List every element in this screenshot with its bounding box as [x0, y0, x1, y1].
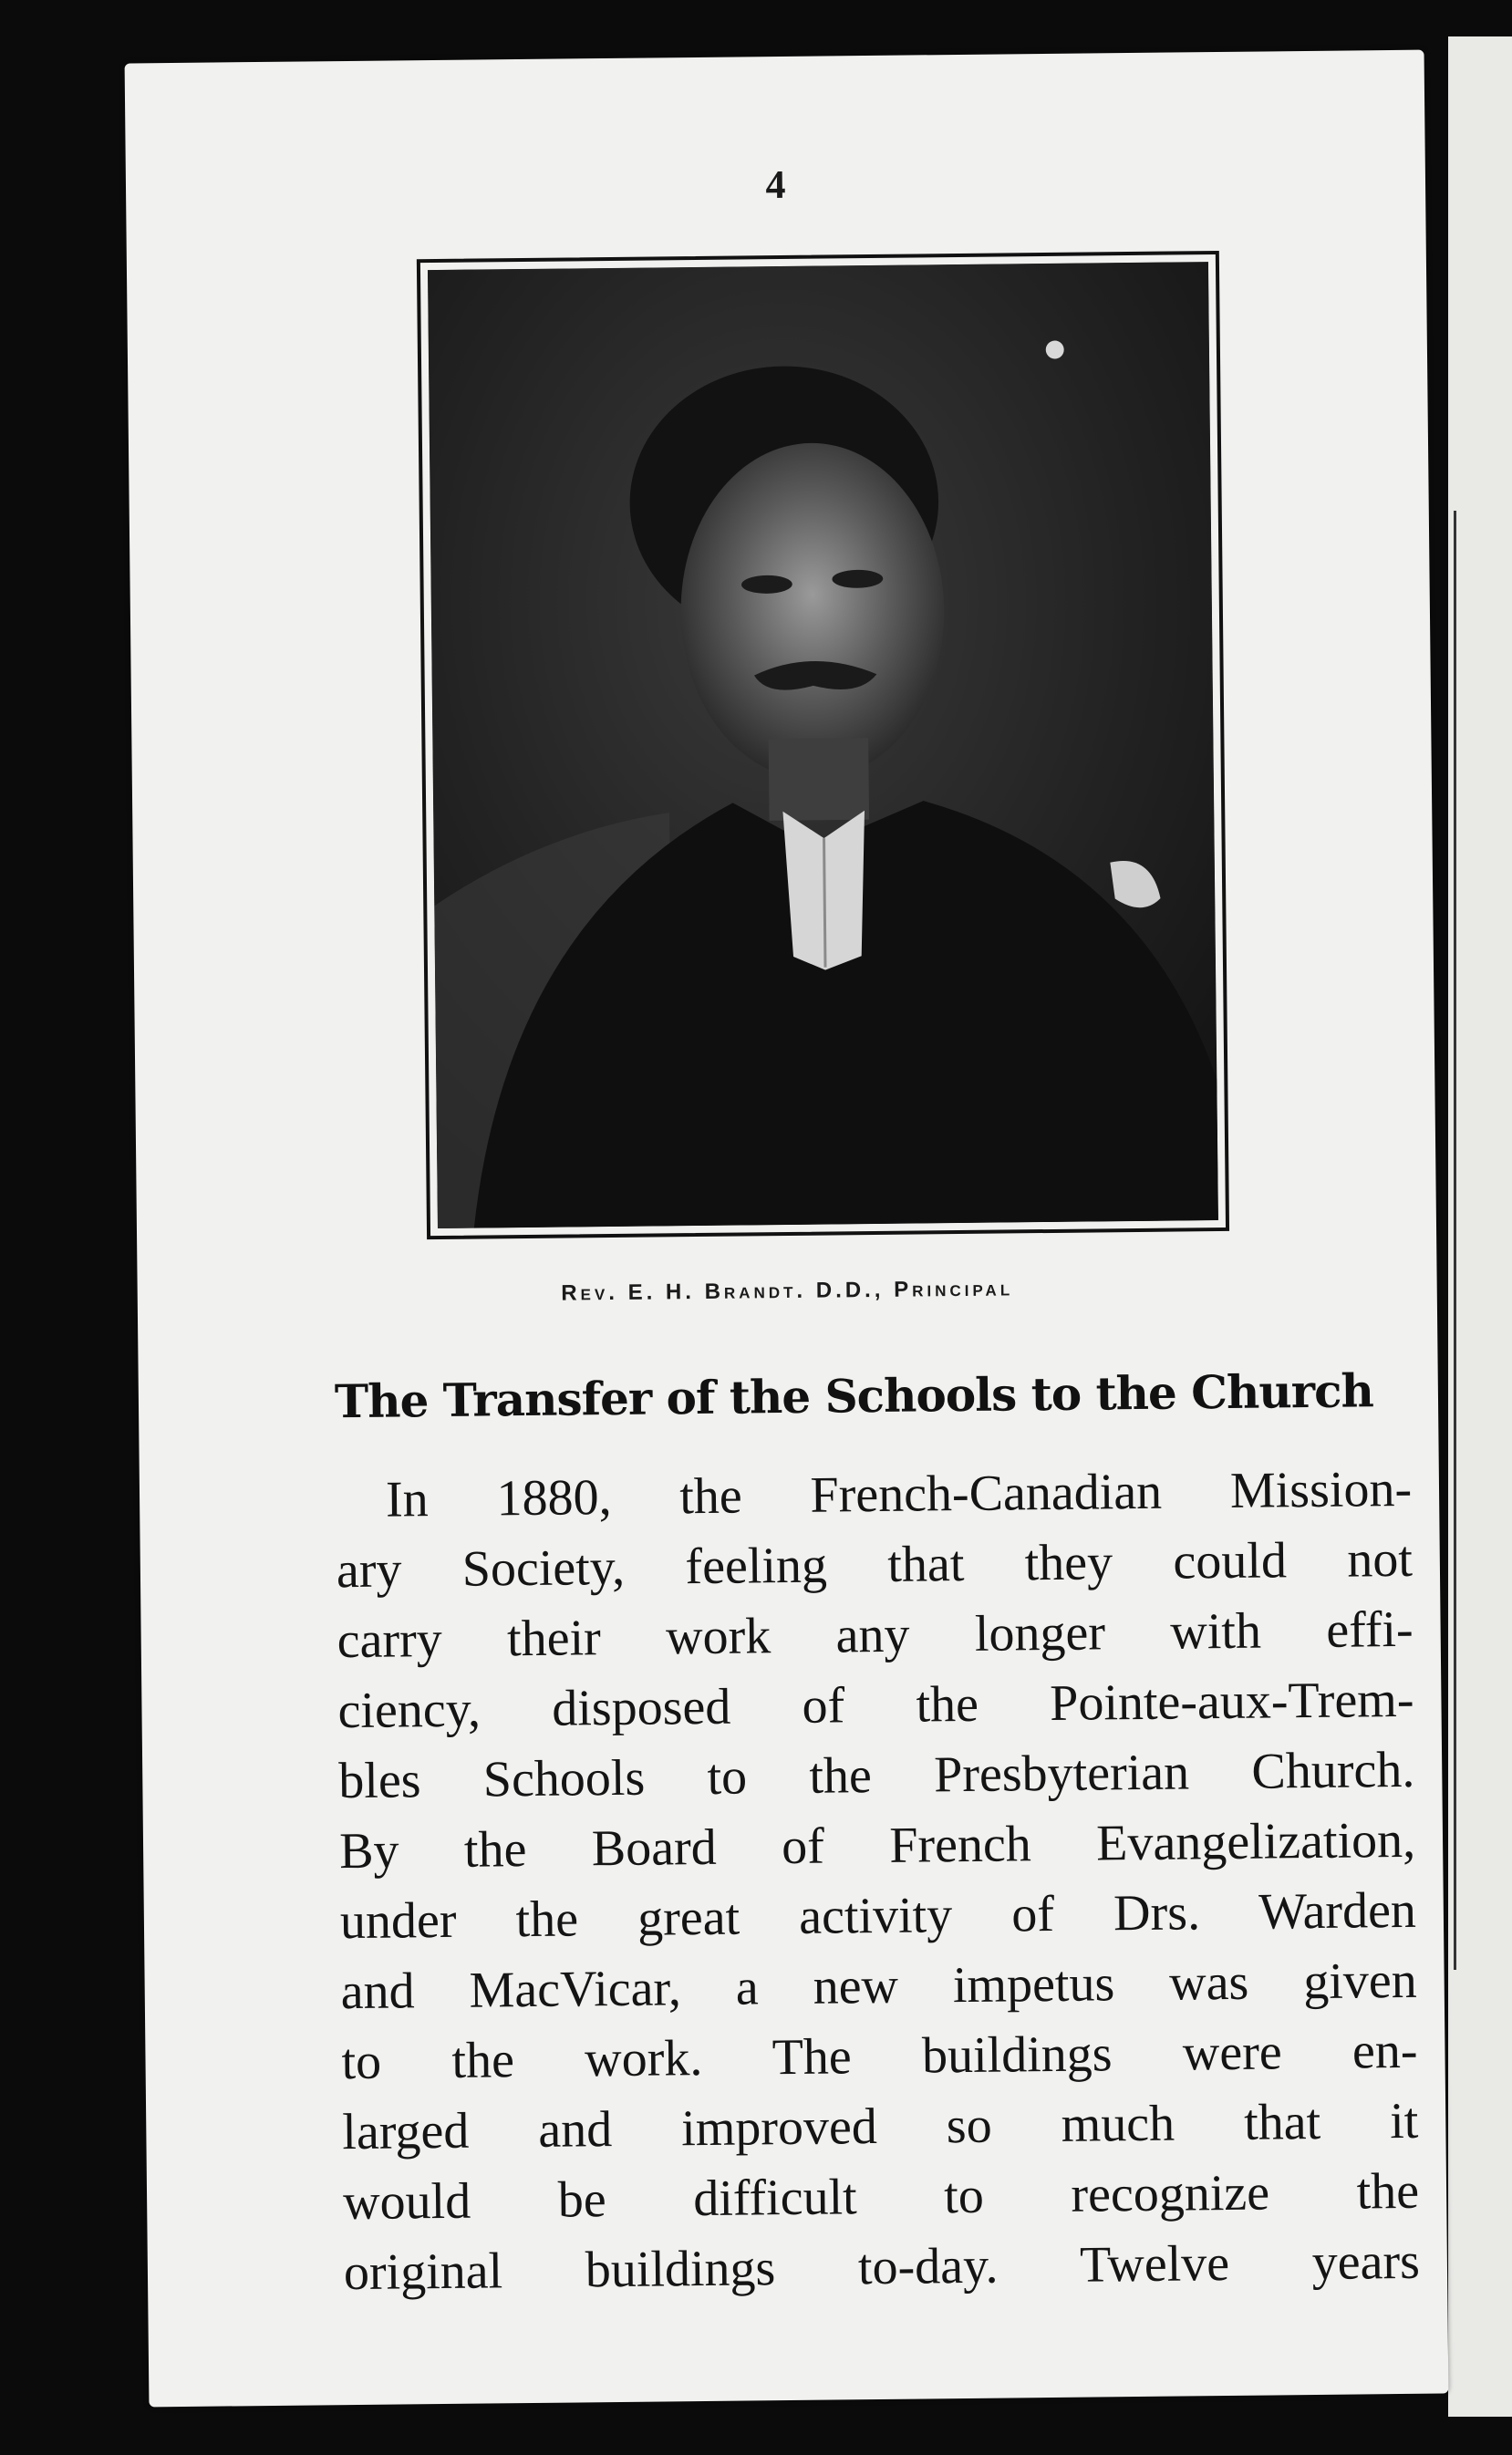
body-line: larged and improved so much that it — [342, 2092, 1419, 2161]
body-line: ciency, disposed of the Pointe-aux-Trem- — [337, 1671, 1414, 1740]
page-fold-line — [1454, 511, 1456, 1970]
body-line: By the Board of French Evangelization, — [338, 1811, 1416, 1880]
portrait-photo-icon — [428, 262, 1218, 1228]
facing-page-edge — [1448, 36, 1512, 2417]
photo-caption: Rev. E. H. Brandt. D.D., Principal — [561, 1276, 1014, 1306]
section-heading: The Transfer of the Schools to the Church — [334, 1363, 1374, 1429]
body-line: and MacVicar, a new impetus was given — [340, 1952, 1417, 2021]
body-line: ary Society, feeling that they could not — [336, 1530, 1414, 1600]
body-line: bles Schools to the Presbyterian Church. — [337, 1741, 1415, 1810]
body-line: under the great activity of Drs. Warden — [339, 1881, 1417, 1951]
body-line: to the work. The buildings were en- — [341, 2022, 1418, 2091]
page-number: 4 — [765, 161, 786, 208]
body-line: would be difficult to recognize the — [342, 2162, 1420, 2232]
body-line: carry their work any longer with effi- — [337, 1600, 1414, 1670]
body-line: original buildings to-day. Twelve years — [343, 2232, 1421, 2302]
portrait-illustration — [428, 262, 1218, 1228]
body-line: In 1880, the French-Canadian Mission- — [385, 1460, 1413, 1528]
document-page — [125, 50, 1449, 2408]
portrait-frame — [417, 251, 1229, 1239]
body-paragraph — [336, 1455, 1421, 2308]
